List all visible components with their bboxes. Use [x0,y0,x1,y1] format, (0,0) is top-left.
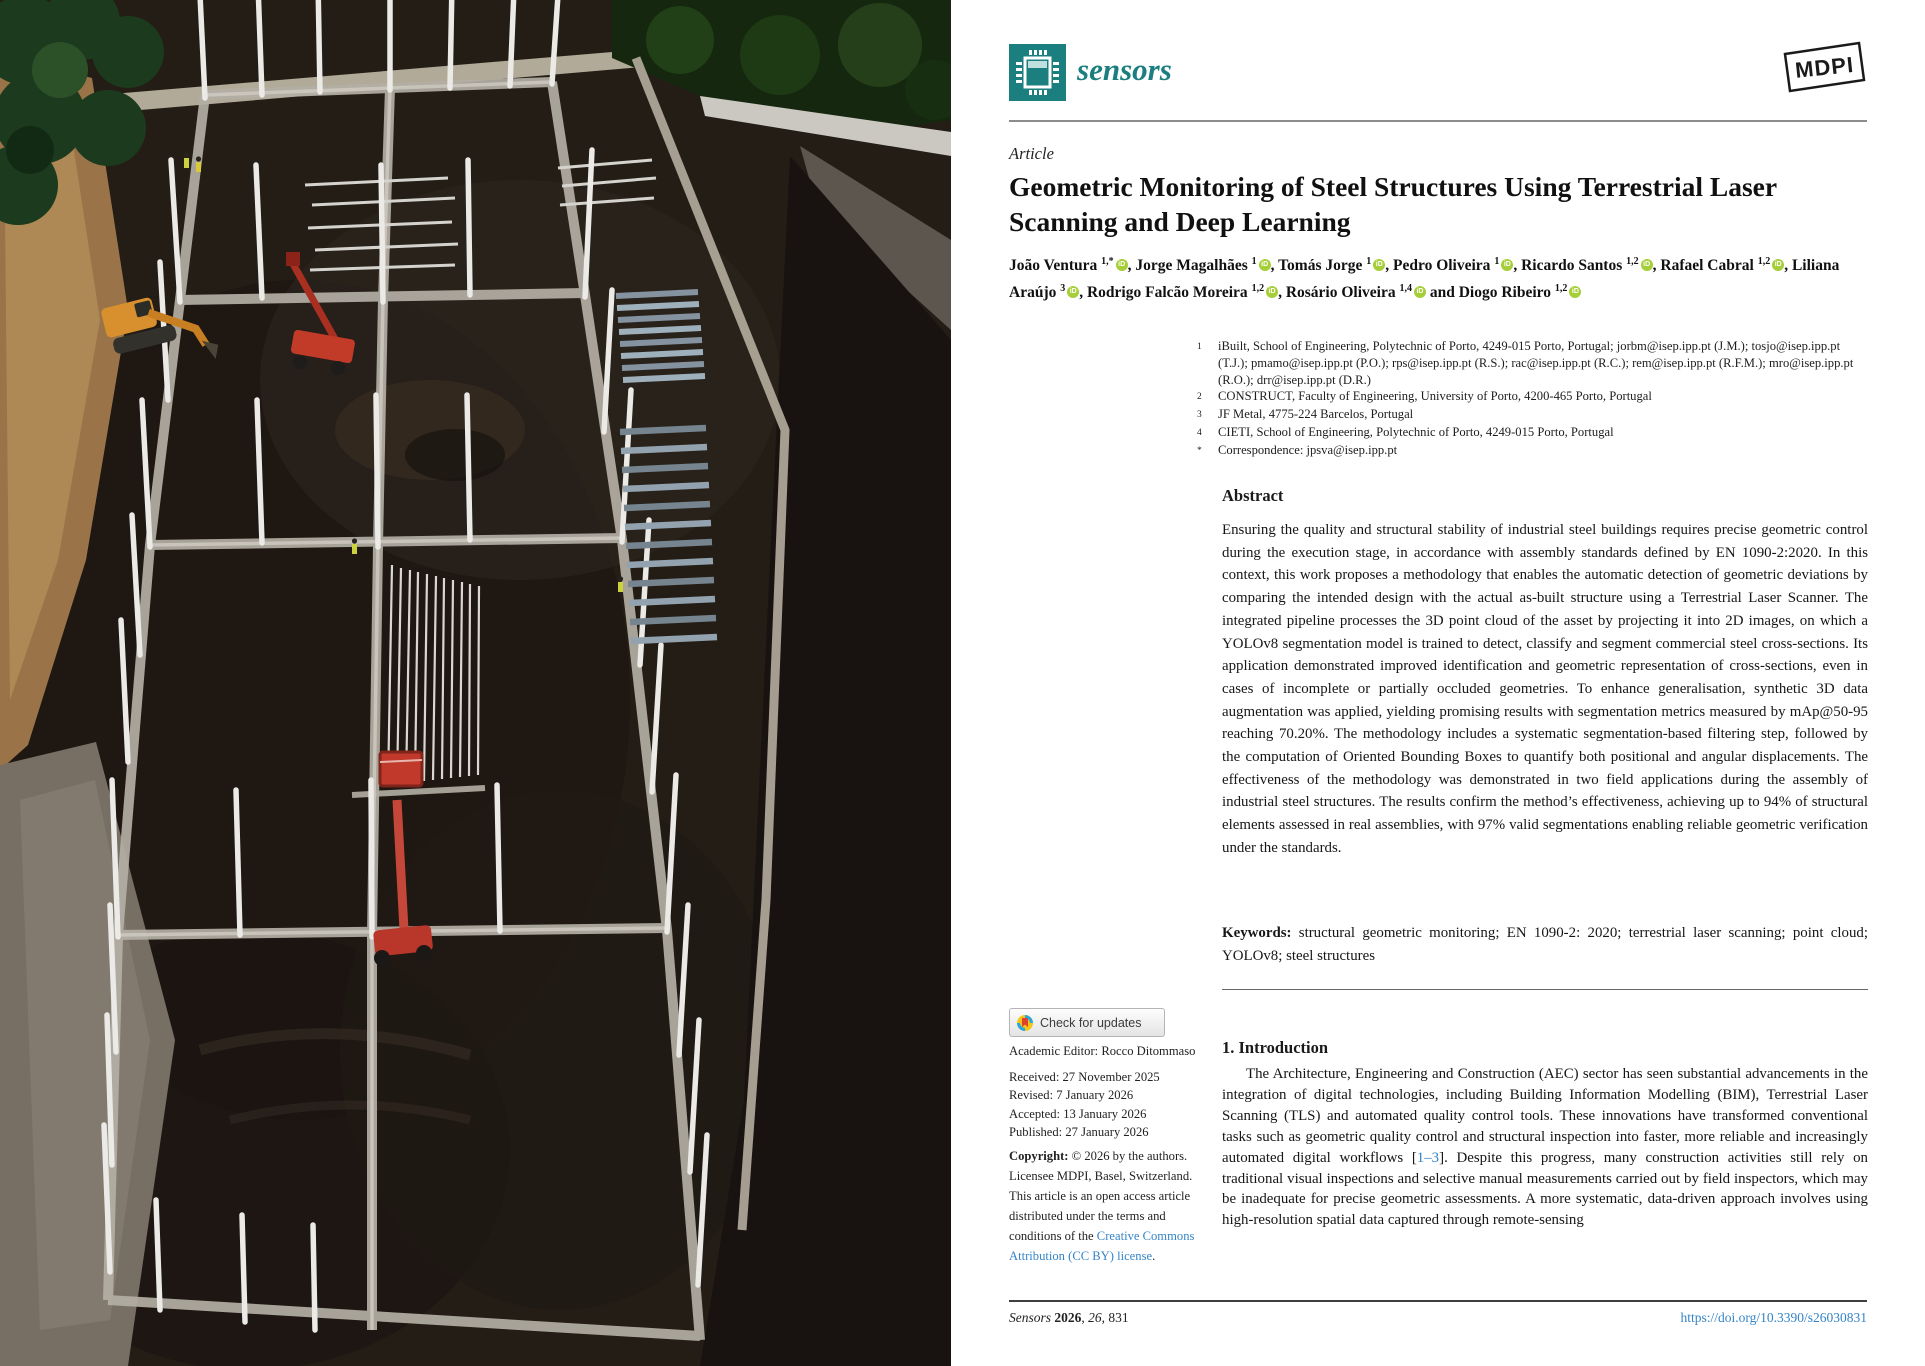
footer-rule [1009,1300,1867,1302]
affiliation-marker: 4 [1197,427,1202,438]
affiliation-text: Correspondence: jpsva@isep.ipp.pt [1218,442,1398,457]
academic-editor-line: Academic Editor: Rocco Ditommaso [1009,1044,1196,1058]
orcid-icon[interactable]: iD [1641,259,1653,271]
abstract-text: Ensuring the quality and structural stability of industrial steel buildings requires precise geometric control during the execution stage, in accordance with assembly standards defined by EN 1090-2:2020. In this context, this work proposes a methodology that enables the automatic detection of geometric deviations by comparing the intended design with the actual as-built structure using a Terrestrial Laser Scanner. The integrated pipeline processes the 3D point cloud of the asset by projecting it into 2D images, on which a YOLOv8 segmentation model is trained to detect, classify and segment commercial steel cross-sections. Its application demonstrated improved identification and geometric representation of cross-sections, even in cases of incomplete or partially occluded geometries. To enhance generalisation, synthetic 3D data augmentation was applied, yielding promising results with segmentation metrics measured by mAp@50-95 reaching 70.20%. The methodology includes a systematic segmentation-based filtering step, followed by the computation of Oriented Bounding Boxes to quantify both positional and angular displacements. The effectiveness of the methodology was demonstrated in two field applications during the assembly of industrial steel structures. The results confirm the method’s effectiveness, achieving up to 94% of structural elements assessed in real assemblies, with 97% valid segmentations enabling reliable geometric verification under the standards. [1222,522,1868,856]
orcid-icon[interactable]: iD [1266,286,1278,298]
date-line: Received: 27 November 2025 [1009,1070,1160,1084]
author-separator: and [1425,284,1459,302]
svg-text:MDPI: MDPI [1793,51,1856,83]
orcid-icon[interactable]: iD [1772,259,1784,271]
author-name: Pedro Oliveira [1393,257,1495,275]
orcid-icon[interactable]: iD [1414,286,1426,298]
orcid-icon[interactable]: iD [1067,286,1079,298]
introduction-paragraph: The Architecture, Engineering and Construction (AEC) sector has seen substantial advancements in the integration of digital technologies, including Building Information Modelling (BIM), Terrestrial Laser Scanning (TLS) and automated quality control tools. These innovations have transformed conventional tasks such as geometric quality control and structural inspection into faster, more reliable and increasingly automated digital workflows [1–3]. Despite this progress, many construction activities still rely on traditional visual inspections and selective manual measurements carried out by field inspectors, which may be inadequate for precise geometric assessments. A more systematic, data-driven approach involves using high-resolution spatial data captured through remote-sensing [1222,1066,1868,1229]
affiliation-row [1197,338,1869,388]
affiliation-row [1197,388,1869,406]
keywords-label: Keywords: [1222,925,1292,941]
author-affiliation-superscript: 1,4 [1399,283,1412,295]
author-separator: , [1513,257,1522,275]
mdpi-logo [1777,38,1869,96]
author-name: Ricardo Santos [1521,257,1627,275]
author-separator: , [1270,257,1279,275]
author-affiliation-superscript: 1 [1366,256,1372,267]
affiliation-row [1197,406,1869,424]
journal-wordmark: sensors [1077,52,1172,87]
author-name: Rodrigo Falcão Moreira [1086,284,1252,302]
orcid-icon[interactable]: iD [1116,259,1128,271]
check-for-updates-label: Check for updates [1040,1015,1142,1030]
author-affiliation-superscript: 1,2 [1554,283,1568,295]
affiliation-row [1197,442,1869,460]
author-affiliation-superscript: 1,2 [1626,256,1639,267]
author-separator: , [1784,257,1792,275]
article-type-label: Article [1009,144,1054,163]
affiliation-marker: 3 [1197,410,1202,421]
orcid-icon[interactable]: iD [1501,259,1513,271]
page-title: Geometric Monitoring of Steel Structures Using Terrestrial Laser Scanning and Deep Learning [1009,171,1777,237]
author-name: João Ventura [1009,257,1102,275]
cc-license-link[interactable]: Creative Commons Attribution (CC BY) license [1009,1229,1195,1263]
author-separator: , [1385,257,1393,275]
date-line: Accepted: 13 January 2026 [1009,1106,1147,1121]
author-affiliation-superscript: 1 [1251,256,1257,267]
orcid-icon[interactable]: iD [1569,286,1581,298]
date-line: Revised: 7 January 2026 [1009,1088,1134,1103]
keywords-rule [1222,989,1868,990]
doi-link[interactable]: https://doi.org/10.3390/s26030831 [1680,1310,1867,1325]
introduction-heading: 1. Introduction [1222,1038,1329,1057]
author-name: Rosário Oliveira [1285,284,1400,302]
affiliation-text: JF Metal, 4775-224 Barcelos, Portugal [1218,407,1414,422]
orcid-icon[interactable]: iD [1259,259,1271,271]
history-dates-block [1009,1068,1224,1141]
author-separator: , [1278,284,1286,302]
author-affiliation-superscript: 3 [1060,283,1066,295]
authors-line [1009,250,1875,304]
abstract-heading: Abstract [1222,486,1284,505]
date-line: Published: 27 January 2026 [1009,1124,1149,1139]
keywords-line [1222,922,1868,967]
crossmark-icon [1016,1014,1034,1032]
affiliation-text: iBuilt, School of Engineering, Polytechnic of Porto, 4249-015 Porto, Portugal; jorbm@isep.ipp.pt (J.M.); tosjo@isep.ipp.pt (T.J.); pmamo@isep.ipp.pt (P.O.); rps@isep.ipp.pt (R.S.); rac@isep.ipp.pt (R.C.); rem@isep.ipp.pt (R.F.M.); mro@isep.ipp.pt (R.O.); drr@isep.ipp.pt (D.R.) [1218,339,1854,387]
author-name: Tomás Jorge [1278,257,1367,275]
affiliation-row [1197,424,1869,442]
author-separator: , [1079,284,1087,302]
affiliation-marker: * [1197,445,1202,456]
keywords-text: structural geometric monitoring; EN 1090-2: 2020; terrestrial laser scanning; point cloud; YOLOv8; steel structures [1222,925,1868,964]
author-affiliation-superscript: 1,2 [1757,256,1771,267]
author-name: Liliana Araújo [1009,257,1840,302]
paper-page [951,0,1925,1366]
sensors-journal-logo-icon [1009,44,1066,101]
author-separator: , [1652,257,1661,275]
author-name: Jorge Magalhães [1135,257,1252,275]
author-affiliation-superscript: 1 [1494,256,1500,267]
copyright-note: Copyright: © 2026 by the authors. Licensee MDPI, Basel, Switzerland. This article is an open access article distributed under the terms and conditions of the Creative Commons Attribution (CC BY) license. [1009,1149,1195,1263]
author-name: Diogo Ribeiro [1458,284,1555,302]
author-separator: , [1127,257,1136,275]
citation-link[interactable]: 1–3 [1416,1149,1440,1166]
header-rule [1009,120,1867,122]
copyright-label: Copyright: [1009,1149,1069,1163]
construction-site-illustration [0,0,951,1366]
affiliation-marker: 1 [1197,342,1202,352]
construction-site-photo [0,0,951,1366]
affiliation-marker: 2 [1197,392,1202,403]
author-name: Rafael Cabral [1660,257,1758,275]
check-for-updates-button[interactable] [1009,1008,1165,1037]
footer-citation: Sensors 2026, 26, 831 [1009,1310,1129,1325]
footer-doi [1009,1310,1867,1326]
orcid-icon[interactable]: iD [1373,259,1385,271]
author-affiliation-superscript: 1,2 [1251,283,1265,295]
affiliations-block [1197,338,1869,460]
author-affiliation-superscript: 1,* [1101,256,1114,267]
affiliation-text: CIETI, School of Engineering, Polytechnic of Porto, 4249-015 Porto, Portugal [1218,424,1614,439]
affiliation-text: CONSTRUCT, Faculty of Engineering, University of Porto, 4200-465 Porto, Portugal [1218,389,1652,404]
